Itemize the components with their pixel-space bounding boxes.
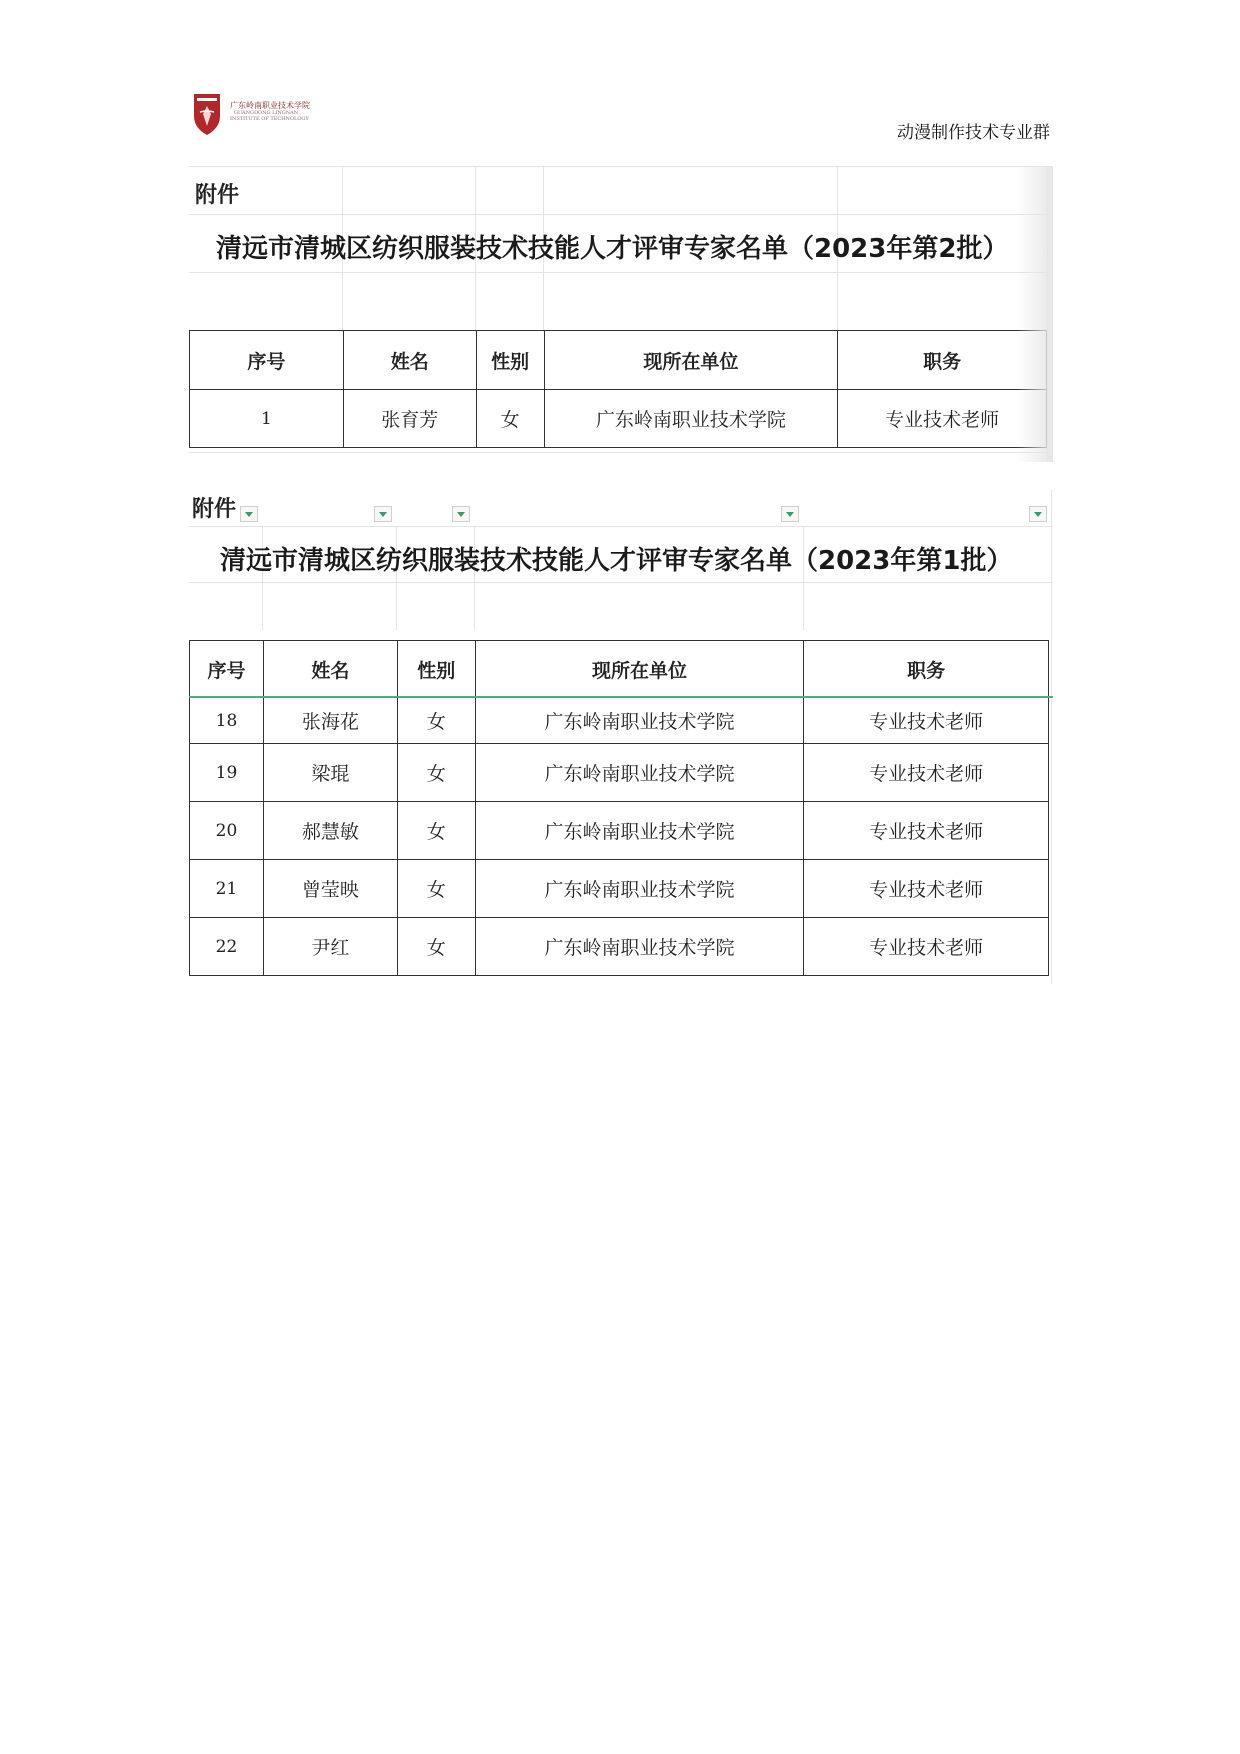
cell-unit: 广东岭南职业技术学院 (475, 860, 804, 918)
cell-name: 张海花 (263, 698, 397, 744)
attachment-label: 附件 (195, 183, 240, 208)
cell-position: 专业技术老师 (804, 918, 1049, 976)
col-header-unit: 现所在单位 (544, 331, 838, 390)
cell-no: 18 (190, 698, 264, 744)
cell-gender: 女 (476, 390, 544, 448)
cell-no: 20 (190, 802, 264, 860)
cell-gender: 女 (397, 918, 475, 976)
cell-name: 张育芳 (343, 390, 476, 448)
cell-unit: 广东岭南职业技术学院 (544, 390, 838, 448)
filter-dropdown-icon[interactable] (781, 506, 799, 522)
logo-name-en-line2: INSTITUTE OF TECHNOLOGY (230, 116, 309, 122)
cell-position: 专业技术老师 (804, 802, 1049, 860)
table-title: 清远市清城区纺织服装技术技能人才评审专家名单（2023年第2批） (216, 234, 1009, 264)
cell-unit: 广东岭南职业技术学院 (475, 802, 804, 860)
cell-position: 专业技术老师 (804, 744, 1049, 802)
table-row (190, 802, 1049, 860)
col-header-no: 序号 (190, 641, 264, 698)
attachment-label: 附件 (192, 497, 237, 522)
table-row (190, 918, 1049, 976)
expert-table (189, 640, 1049, 976)
department-name: 动漫制作技术专业群 (897, 123, 1050, 143)
cell-name: 梁琨 (263, 744, 397, 802)
cell-name: 郝慧敏 (263, 802, 397, 860)
expert-list-batch2 (189, 166, 1053, 462)
table-title: 清远市清城区纺织服装技术技能人才评审专家名单（2023年第1批） (220, 546, 1013, 576)
cell-gender: 女 (397, 744, 475, 802)
cell-position: 专业技术老师 (804, 698, 1049, 744)
cell-unit: 广东岭南职业技术学院 (475, 744, 804, 802)
institute-logo (192, 92, 322, 138)
col-header-position: 职务 (804, 641, 1049, 698)
filter-dropdown-icon[interactable] (452, 506, 470, 522)
table-row (190, 698, 1049, 744)
cell-unit: 广东岭南职业技术学院 (475, 698, 804, 744)
frozen-pane-divider (189, 696, 1053, 698)
cell-no: 21 (190, 860, 264, 918)
expert-table (189, 330, 1047, 448)
col-header-no: 序号 (190, 331, 344, 390)
cell-gender: 女 (397, 698, 475, 744)
cell-position: 专业技术老师 (804, 860, 1049, 918)
filter-dropdown-icon[interactable] (240, 506, 258, 522)
col-header-name: 姓名 (343, 331, 476, 390)
table-row (190, 860, 1049, 918)
filter-dropdown-icon[interactable] (374, 506, 392, 522)
logo-name-cn: 广东岭南职业技术学院 (230, 101, 310, 110)
col-header-position: 职务 (838, 331, 1047, 390)
table-row (190, 744, 1049, 802)
col-header-gender: 性别 (476, 331, 544, 390)
expert-list-batch1 (189, 490, 1053, 984)
cell-no: 22 (190, 918, 264, 976)
col-header-gender: 性别 (397, 641, 475, 698)
table-row (190, 390, 1047, 448)
filter-dropdown-icon[interactable] (1029, 506, 1047, 522)
col-header-name: 姓名 (263, 641, 397, 698)
shield-emblem-icon (192, 92, 222, 136)
cell-no: 19 (190, 744, 264, 802)
cell-name: 曾莹映 (263, 860, 397, 918)
logo-name-en-line1: GUANGDONG LINGNAN (234, 110, 299, 116)
cell-no: 1 (190, 390, 344, 448)
cell-gender: 女 (397, 860, 475, 918)
cell-name: 尹红 (263, 918, 397, 976)
cell-position: 专业技术老师 (838, 390, 1047, 448)
cell-unit: 广东岭南职业技术学院 (475, 918, 804, 976)
col-header-unit: 现所在单位 (475, 641, 804, 698)
cell-gender: 女 (397, 802, 475, 860)
